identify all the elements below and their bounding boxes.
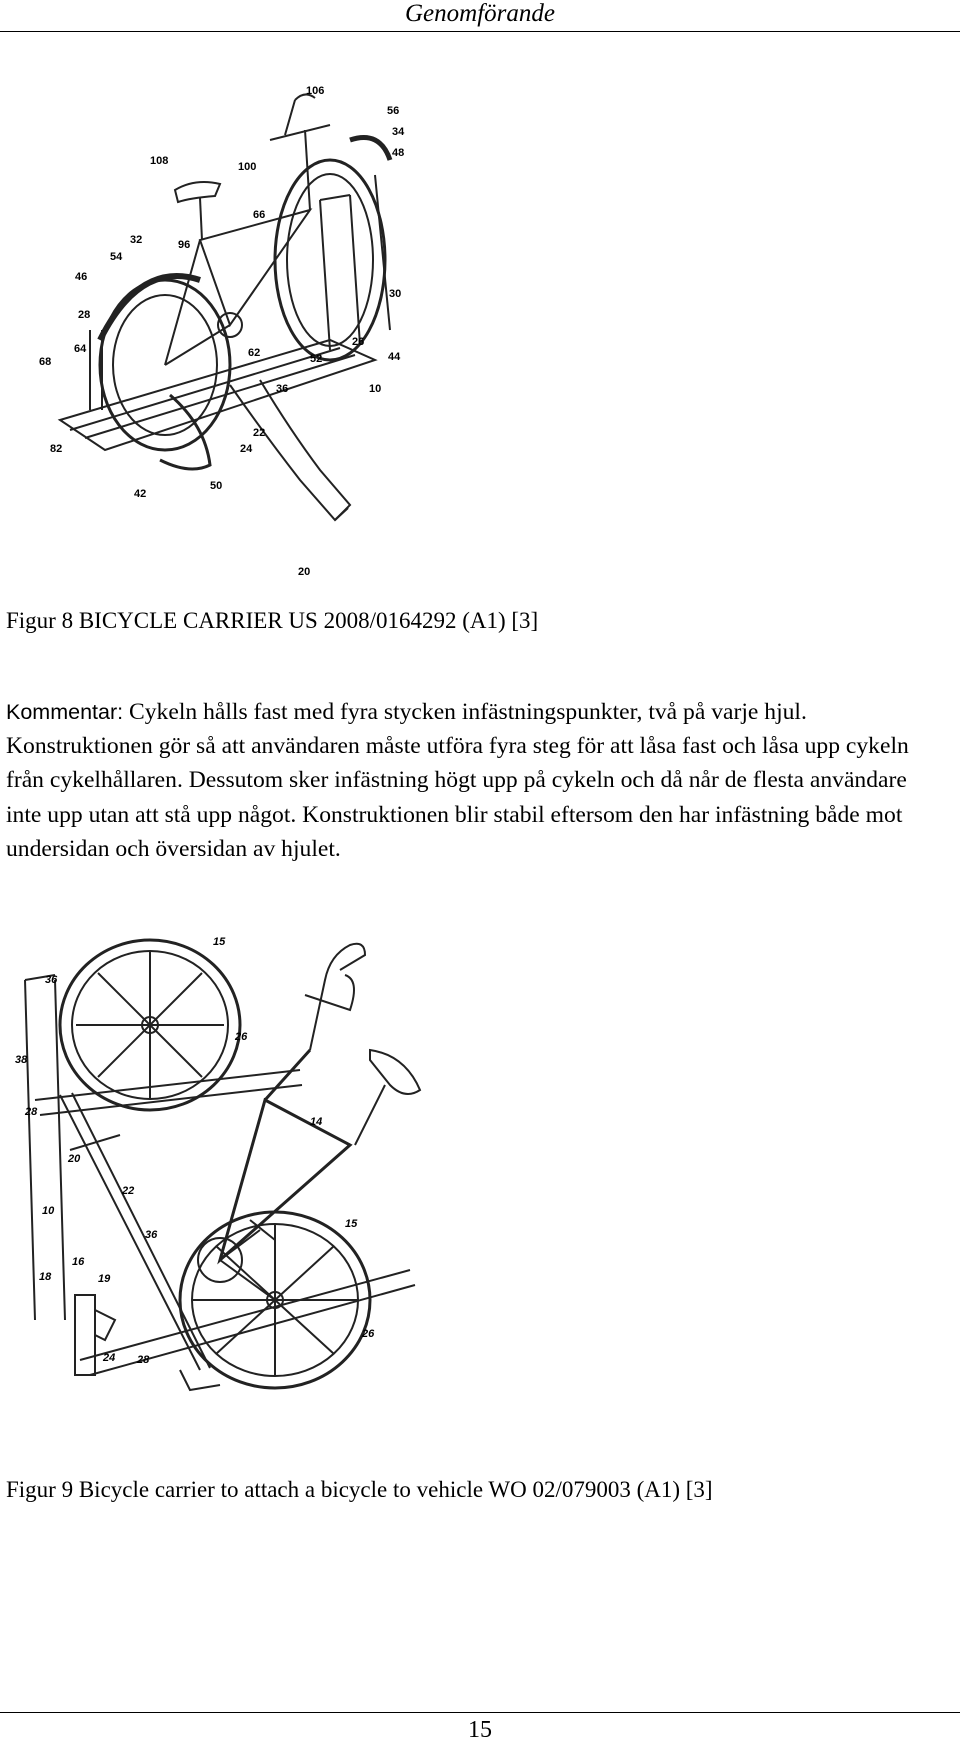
ref-label: 54: [110, 251, 123, 263]
ref-label: 52: [310, 353, 323, 365]
ref-label: 10: [42, 1205, 55, 1217]
ref-label: 14: [310, 1116, 323, 1128]
ref-label: 106: [306, 85, 325, 97]
header-rule: [0, 31, 960, 32]
ref-label: 68: [39, 356, 52, 368]
ref-label: 28: [78, 309, 91, 321]
ref-label: 26: [362, 1328, 375, 1340]
comment-paragraph: [6, 695, 934, 866]
ref-label: 24: [240, 443, 253, 455]
bicycle-carrier-illustration: [30, 80, 450, 580]
figure-8-caption: Figur 8 BICYCLE CARRIER US 2008/0164292 (A1) [3]: [6, 608, 539, 633]
ref-label: 36: [276, 383, 289, 395]
ref-label: 46: [75, 271, 88, 283]
ref-label: 10: [369, 383, 382, 395]
ref-label: 42: [134, 488, 147, 500]
ref-label: 22: [122, 1185, 135, 1197]
ref-label: 26: [352, 336, 365, 348]
ref-label: 28: [137, 1354, 150, 1366]
ref-label: 82: [50, 443, 63, 455]
figure-9-caption: Figur 9 Bicycle carrier to attach a bicycle to vehicle WO 02/079003 (A1) [3]: [6, 1477, 713, 1502]
ref-label: 50: [210, 480, 223, 492]
ref-label: 36: [145, 1229, 158, 1241]
ref-label: 20: [68, 1153, 81, 1165]
ref-label: 18: [39, 1271, 52, 1283]
ref-label: 30: [389, 288, 402, 300]
ref-label: 15: [213, 936, 226, 948]
ref-label: 15: [345, 1218, 358, 1230]
figure-9-drawing: [10, 900, 460, 1430]
ref-label: 28: [25, 1106, 38, 1118]
figure-8-drawing: [30, 80, 450, 580]
ref-label: 19: [98, 1273, 111, 1285]
ref-label: 62: [248, 347, 261, 359]
ref-label: 20: [298, 566, 311, 578]
page-number: 15: [468, 1717, 492, 1743]
ref-label: 44: [388, 351, 401, 363]
ref-label: 38: [15, 1054, 28, 1066]
ref-label: 108: [150, 155, 169, 167]
ref-label: 22: [253, 427, 266, 439]
ref-label: 48: [392, 147, 405, 159]
bicycle-carrier-vertical-illustration: [10, 900, 460, 1430]
ref-label: 64: [74, 343, 87, 355]
ref-label: 66: [253, 209, 266, 221]
ref-label: 100: [238, 161, 257, 173]
ref-label: 36: [45, 974, 58, 986]
ref-label: 34: [392, 126, 405, 138]
footer-rule: [0, 1712, 960, 1713]
ref-label: 26: [235, 1031, 248, 1043]
comment-text: Cykeln hålls fast med fyra stycken infästningspunkter, två på varje hjul. Konstruktionen gör så att användaren måste utföra fyra steg för att låsa fast och låsa upp cykeln från cykelhållaren. Dessutom sker infästning högt upp på cykeln och då når de flesta användare inte upp utan att stå upp något. Konstruktionen blir stabil eftersom den har infästning både mot undersidan och översidan av hjulet.: [6, 699, 909, 862]
ref-label: 32: [130, 234, 143, 246]
running-header: Genomförande: [405, 0, 555, 27]
ref-label: 16: [72, 1256, 85, 1268]
ref-label: 96: [178, 239, 191, 251]
ref-label: 24: [103, 1352, 116, 1364]
comment-label: Kommentar:: [6, 700, 124, 724]
ref-label: 56: [387, 105, 400, 117]
